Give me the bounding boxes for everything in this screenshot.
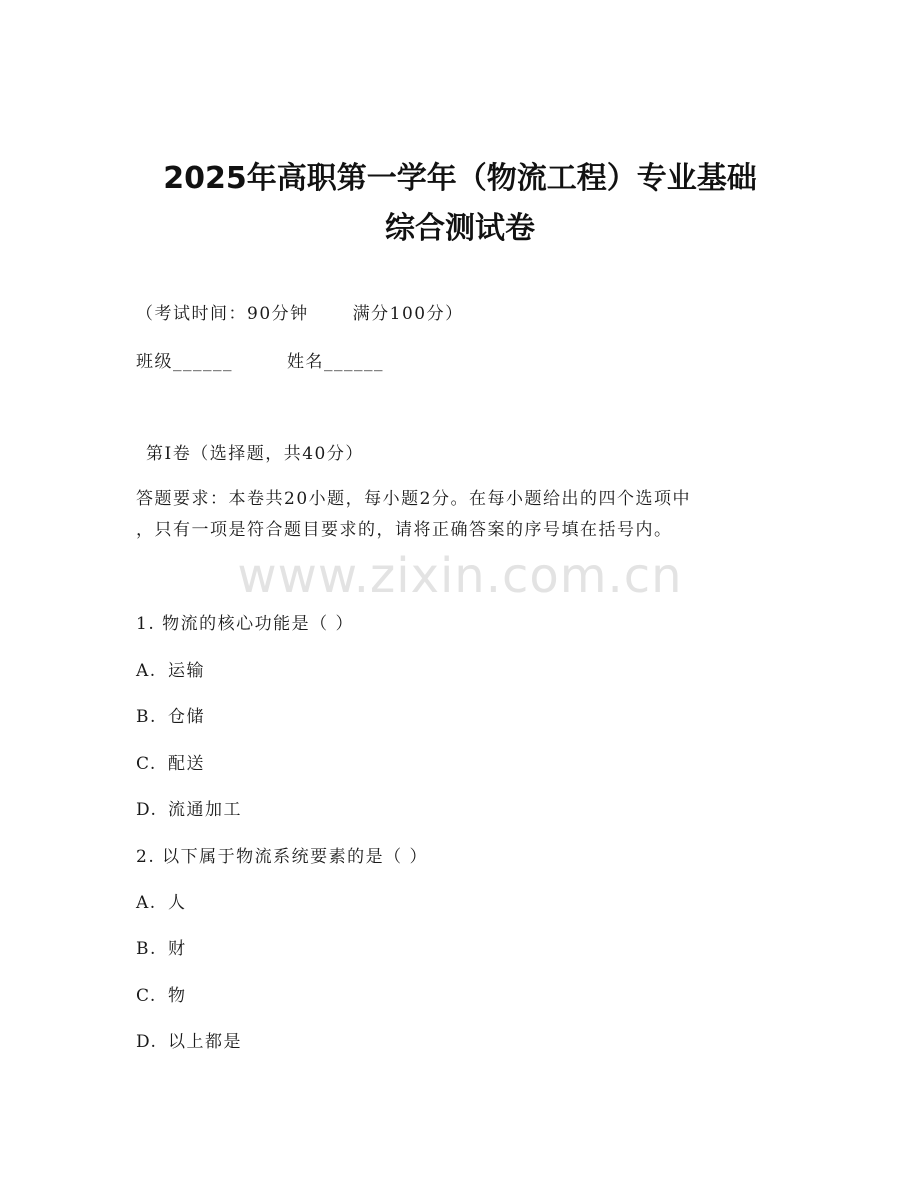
question-1-stem: 1. 物流的核心功能是（ ） bbox=[136, 614, 355, 634]
option-letter: C. bbox=[136, 986, 157, 1006]
instructions-line-1: 答题要求：本卷共20小题，每小题2分。在每小题给出的四个选项中 bbox=[136, 489, 691, 509]
class-field: 班级______ bbox=[136, 352, 233, 372]
watermark: www.zixin.com.cn bbox=[237, 548, 683, 604]
option-text: 仓储 bbox=[168, 707, 205, 727]
option-letter: D. bbox=[136, 800, 158, 820]
exam-score: 满分100分） bbox=[352, 304, 464, 324]
option-text: 以上都是 bbox=[168, 1032, 242, 1052]
option-text: 财 bbox=[168, 939, 187, 959]
option-letter: C. bbox=[136, 754, 157, 774]
option-letter: B. bbox=[136, 707, 157, 727]
document-title-line-1: 2025年高职第一学年（物流工程）专业基础 bbox=[163, 161, 757, 196]
option-text: 流通加工 bbox=[168, 800, 242, 820]
option-text: 物 bbox=[168, 986, 187, 1006]
document-title-line-2: 综合测试卷 bbox=[385, 211, 535, 246]
question-2-stem: 2. 以下属于物流系统要素的是（ ） bbox=[136, 847, 429, 867]
instructions-line-2: ，只有一项是符合题目要求的，请将正确答案的序号填在括号内。 bbox=[136, 520, 673, 540]
question-2-option-d bbox=[136, 1030, 242, 1054]
section-heading: 第I卷（选择题，共40分） bbox=[146, 444, 364, 464]
question-1-option-d bbox=[136, 798, 242, 822]
option-text: 运输 bbox=[168, 661, 205, 681]
option-letter: B. bbox=[136, 939, 157, 959]
option-letter: A. bbox=[136, 893, 157, 913]
question-2-option-a bbox=[136, 891, 187, 915]
option-letter: A. bbox=[136, 661, 157, 681]
question-1-option-b bbox=[136, 705, 205, 729]
option-text: 人 bbox=[168, 893, 187, 913]
option-text: 配送 bbox=[168, 754, 205, 774]
option-letter: D. bbox=[136, 1032, 158, 1052]
exam-time: （考试时间：90分钟 bbox=[136, 304, 309, 324]
name-field: 姓名______ bbox=[287, 352, 384, 372]
student-fields bbox=[136, 350, 384, 374]
question-1-option-c bbox=[136, 752, 205, 776]
question-1-option-a bbox=[136, 659, 205, 683]
exam-info bbox=[136, 302, 464, 326]
question-2-option-b bbox=[136, 937, 187, 961]
question-2-option-c bbox=[136, 984, 187, 1008]
